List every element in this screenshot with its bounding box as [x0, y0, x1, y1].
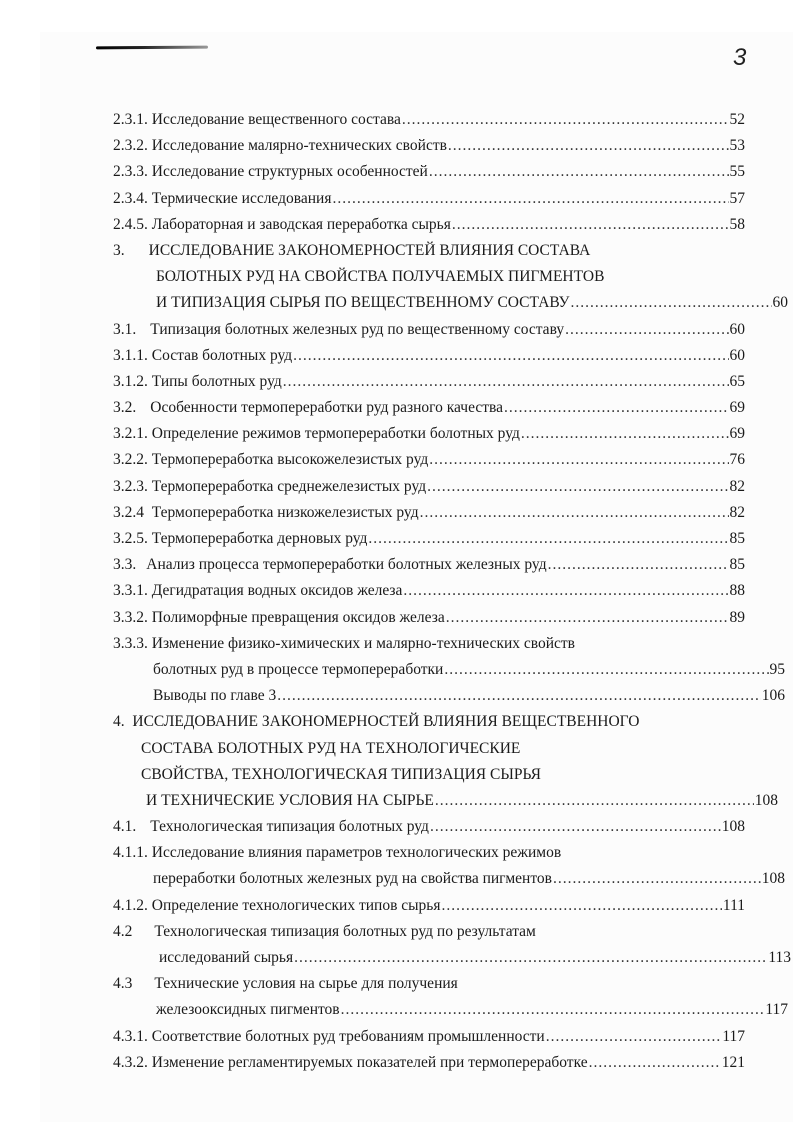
- leader-dots: [446, 608, 729, 628]
- leader-dots: [332, 189, 728, 209]
- toc-entry-title-line: И ТИПИЗАЦИЯ СЫРЬЯ ПО ВЕЩЕСТВЕННОМУ СОСТАВУ: [156, 294, 570, 312]
- toc-entry-number: 3.2.: [113, 399, 137, 417]
- toc-entry-cont: [113, 948, 791, 974]
- toc-entry-page: 65: [729, 372, 745, 390]
- toc-entry-title: Исследование структурных особенностей: [151, 163, 428, 181]
- toc-entry-page: 106: [761, 687, 785, 705]
- toc-entry-title-line: СОСТАВА БОЛОТНЫХ РУД НА ТЕХНОЛОГИЧЕСКИЕ: [141, 739, 521, 757]
- toc-entry-page: 60: [772, 294, 788, 312]
- toc-entry-number: 3.3.: [113, 556, 137, 574]
- toc-entry-number: 3.1.1.: [113, 346, 148, 364]
- toc-entry-page: 88: [729, 582, 745, 600]
- toc-entry-page: 55: [729, 163, 745, 181]
- toc-entry-title: Изменение регламентируемых показателей при термопереработке: [151, 1053, 588, 1071]
- toc-entry-page: 117: [722, 1027, 745, 1045]
- toc-entry-page: 89: [729, 608, 745, 626]
- toc-entry-title: Исследование малярно-технических свойств: [151, 137, 447, 155]
- leader-dots: [442, 896, 722, 916]
- toc-entry-page: 82: [729, 477, 745, 495]
- leader-dots: [589, 1053, 721, 1073]
- leader-dots: [368, 529, 728, 549]
- toc-entry-page: 111: [722, 896, 745, 914]
- toc-entry-page: 69: [729, 425, 745, 443]
- toc-entry-number: 4.1.2.: [113, 896, 148, 914]
- toc-entry[interactable]: [113, 634, 745, 660]
- toc-entry-number: 2.4.5.: [113, 215, 148, 233]
- leader-dots: [294, 948, 767, 968]
- toc-entry[interactable]: [113, 581, 745, 607]
- toc-entry[interactable]: [113, 974, 745, 1000]
- leader-dots: [293, 346, 728, 366]
- toc-entry[interactable]: [113, 424, 745, 450]
- toc-entry-title: Определение технологических типов сырья: [151, 896, 441, 914]
- toc-chapter-heading-cont: [113, 267, 745, 293]
- toc-entry-number: 3.2.1.: [113, 425, 148, 443]
- toc-entry-number: 4.3: [113, 975, 133, 993]
- toc-entry-title: Термические исследования: [151, 189, 332, 207]
- toc-entry-cont: [113, 660, 785, 686]
- toc-entry-title: Исследование вещественного состава: [151, 111, 401, 128]
- toc-entry-number: 4.2: [113, 922, 133, 940]
- toc-entry-title: Типизация болотных железных руд по вещественному составу: [150, 320, 565, 338]
- toc-entry-number: 3.3.1.: [113, 582, 148, 600]
- toc-entry-number: 4.3.1.: [113, 1027, 148, 1045]
- toc-entry-title-line: ИССЛЕДОВАНИЕ ЗАКОНОМЕРНОСТЕЙ ВЛИЯНИЯ СОСТАВА: [148, 241, 591, 259]
- leader-dots: [403, 581, 728, 601]
- toc-entry[interactable]: [113, 477, 745, 503]
- toc-entry-title: Технологическая типизация болотных руд: [150, 818, 429, 836]
- toc-entry-title: Термопереработка высокожелезистых руд: [151, 451, 429, 469]
- leader-dots: [521, 424, 729, 444]
- leader-dots: [504, 398, 729, 418]
- toc-entry[interactable]: [113, 189, 745, 215]
- toc-entry-cont: [113, 869, 785, 895]
- toc-entry-title: Состав болотных руд: [151, 346, 293, 364]
- toc-entry-page: 52: [729, 111, 745, 128]
- toc-entry-title: Полиморфные превращения оксидов железа: [151, 608, 445, 626]
- toc-entry[interactable]: [113, 529, 745, 555]
- toc-entry-page: 82: [729, 503, 745, 521]
- toc-entry-title: Определение режимов термопереработки болотных руд: [151, 425, 520, 443]
- toc-chapter-heading-cont: [113, 293, 788, 319]
- toc-entry-number: 2.3.2.: [113, 137, 148, 155]
- toc-entry[interactable]: [113, 398, 745, 424]
- toc-entry-title: Выводы по главе 3: [153, 687, 277, 705]
- leader-dots: [429, 450, 728, 470]
- toc-entry-number: 2.3.4.: [113, 189, 148, 207]
- toc-entry-page: 60: [729, 320, 745, 338]
- leader-dots: [277, 686, 760, 706]
- toc-entry-title: Термопереработка среднежелезистых руд: [151, 477, 427, 495]
- leader-dots: [546, 1027, 722, 1047]
- toc-entry-title-line: Исследование влияния параметров технологических режимов: [151, 844, 562, 862]
- toc-entry[interactable]: [113, 136, 745, 162]
- toc-entry-page: 85: [729, 556, 745, 574]
- toc-entry[interactable]: [113, 608, 745, 634]
- toc-entry[interactable]: [113, 320, 745, 346]
- toc-entry-title-line: Технологическая типизация болотных руд по результатам: [154, 922, 536, 940]
- leader-dots: [570, 293, 771, 313]
- toc-entry-number: 4.3.2.: [113, 1053, 148, 1071]
- toc-entry-title-line: И ТЕХНИЧЕСКИЕ УСЛОВИЯ НА СЫРЬЕ: [146, 791, 434, 809]
- toc-entry[interactable]: [113, 503, 745, 529]
- toc-entry-page: 113: [768, 949, 791, 966]
- toc-entry-title: Термопереработка низкожелезистых руд: [151, 503, 419, 521]
- leader-dots: [548, 555, 729, 575]
- leader-dots: [427, 477, 728, 497]
- leader-dots: [444, 660, 768, 680]
- leader-dots: [283, 372, 729, 392]
- toc-entry-title-line: болотных руд в процессе термопереработки: [153, 660, 444, 678]
- toc-entry-title-line: Технические условия на сырье для получения: [154, 975, 458, 993]
- toc-entry-title: Типы болотных руд: [151, 372, 282, 390]
- toc-entry-page: 53: [729, 137, 745, 155]
- toc-entry-title: Анализ процесса термопереработки болотных железных руд: [146, 556, 547, 574]
- toc-entry[interactable]: [113, 110, 745, 136]
- leader-dots: [420, 503, 729, 523]
- toc-entry[interactable]: [113, 372, 745, 398]
- toc-entry[interactable]: [113, 1053, 745, 1079]
- toc-entry-number: 3.2.2.: [113, 451, 148, 469]
- toc-entry[interactable]: [113, 215, 745, 241]
- toc-entry-number: 4.1.1.: [113, 844, 148, 862]
- leader-dots: [435, 791, 754, 811]
- leader-dots: [430, 817, 721, 837]
- toc-entry-title: Термопереработка дерновых руд: [151, 530, 368, 547]
- toc-entry-page: 58: [729, 215, 745, 233]
- toc-entry-number: 3.2.5.: [113, 530, 148, 547]
- toc-entry-number: 4.: [113, 713, 125, 731]
- toc-entry[interactable]: [113, 346, 745, 372]
- page-number: 3: [733, 44, 747, 71]
- toc-chapter-heading[interactable]: [113, 241, 745, 267]
- toc-entry-number: 3.2.4: [113, 503, 144, 521]
- toc-entry-page: 108: [721, 818, 745, 836]
- toc-entry-number: 3.3.2.: [113, 608, 148, 626]
- toc-entry-page: 57: [729, 189, 745, 207]
- toc-entry-page: 95: [769, 660, 785, 678]
- toc-entry-number: 4.1.: [113, 818, 137, 836]
- toc-entry-cont: [113, 1000, 788, 1026]
- toc-entry[interactable]: [113, 162, 745, 188]
- toc-entry-title-line: железооксидных пигментов: [156, 1001, 340, 1019]
- toc-entry-title-line: переработки болотных железных руд на свойства пигментов: [153, 870, 552, 888]
- toc-entry-title-line: Изменение физико-химических и малярно-технических свойств: [151, 634, 576, 652]
- table-of-contents: [113, 110, 791, 1079]
- toc-entry-number: 3.3.3.: [113, 634, 148, 652]
- toc-chapter-heading-cont: [113, 765, 745, 791]
- toc-entry-page: 108: [761, 870, 785, 888]
- leader-dots: [553, 869, 761, 889]
- toc-entry[interactable]: [113, 450, 745, 476]
- toc-entry-title: Лабораторная и заводская переработка сырья: [151, 215, 451, 233]
- toc-entry-page: 117: [765, 1001, 788, 1019]
- toc-entry[interactable]: [113, 1027, 745, 1053]
- toc-entry-title-line: исследований сырья: [159, 949, 294, 966]
- toc-entry-page: 85: [729, 530, 745, 547]
- toc-chapter-heading-cont: [113, 739, 745, 765]
- toc-entry[interactable]: [113, 843, 745, 869]
- toc-entry-title: Соответствие болотных руд требованиям промышленности: [151, 1027, 545, 1045]
- toc-entry-number: 3.1.2.: [113, 372, 148, 390]
- toc-entry-page: 108: [754, 791, 778, 809]
- toc-entry-page: 76: [729, 451, 745, 469]
- toc-chapter-heading[interactable]: [113, 712, 745, 738]
- toc-chapter-heading-cont: [113, 791, 778, 817]
- toc-entry-number: 3.1.: [113, 320, 137, 338]
- toc-entry-number: 2.3.3.: [113, 163, 148, 181]
- toc-entry-title-line: БОЛОТНЫХ РУД НА СВОЙСТВА ПОЛУЧАЕМЫХ ПИГМЕНТОВ: [156, 268, 605, 286]
- toc-entry-title: Дегидратация водных оксидов железа: [151, 582, 403, 600]
- toc-entry-number: 2.3.1.: [113, 111, 148, 128]
- toc-entry[interactable]: [113, 896, 745, 922]
- leader-dots: [565, 320, 728, 340]
- toc-entry[interactable]: [113, 922, 745, 948]
- toc-entry-title-line: СВОЙСТВА, ТЕХНОЛОГИЧЕСКАЯ ТИПИЗАЦИЯ СЫРЬЯ: [141, 765, 541, 783]
- toc-entry-number: 3.2.3.: [113, 477, 148, 495]
- toc-entry[interactable]: [113, 817, 745, 843]
- leader-dots: [448, 136, 729, 156]
- leader-dots: [402, 110, 729, 130]
- toc-entry-title: Особенности термопереработки руд разного качества: [150, 399, 503, 417]
- toc-entry-page: 60: [729, 346, 745, 364]
- toc-entry[interactable]: [113, 686, 785, 712]
- toc-entry-page: 69: [729, 399, 745, 417]
- toc-entry-number: 3.: [113, 241, 125, 259]
- toc-entry-title-line: ИССЛЕДОВАНИЕ ЗАКОНОМЕРНОСТЕЙ ВЛИЯНИЯ ВЕЩЕСТВЕННОГО: [132, 713, 640, 731]
- leader-dots: [452, 215, 729, 235]
- toc-entry[interactable]: [113, 555, 745, 581]
- leader-dots: [341, 1000, 765, 1020]
- toc-entry-page: 121: [721, 1053, 745, 1071]
- leader-dots: [429, 162, 729, 182]
